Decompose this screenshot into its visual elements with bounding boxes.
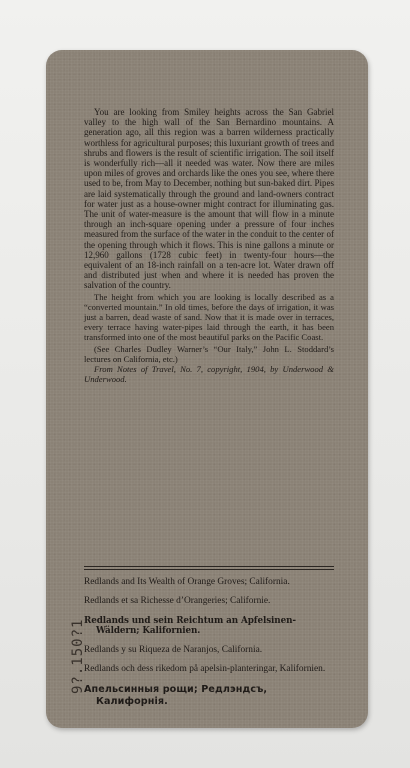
description-text xyxy=(84,107,334,385)
stereoview-card-back xyxy=(46,50,368,728)
description-paragraph: The height from which you are looking is locally described as a “converted mountain.” In old times, before the days of irrigation, it was just a barren, dead waste of sand. Now that it is made over in terraces, every terrace having water-pipes laid through the earth, it has been transformed into one of the most beautiful parks on the Pacific Coast. xyxy=(84,291,334,343)
divider-rule xyxy=(84,566,334,570)
caption-spanish: Redlands y su Riqueza de Naranjos, California. xyxy=(84,645,263,656)
description-paragraph: You are looking from Smiley heights across the San Gabriel valley to the high wall of the San Bernardino mountains. A generation ago, all this region was a barren wilderness practically worthless for agricultural purposes; this luxuriant growth of trees and shrubs and flowers is the result of scientific irrigation. The soil itself is wonderfully rich—all it needed was water. Now there are miles upon miles of groves and orchards like the ones you see, where there used to be, from May to December, nothing but sun-baked dirt. Pipes are laid systematically through the ground and land-owners contract for water just as a house-owner might contract for illuminating gas. The unit of water-measure is the amount that will flow in a minute through an inch-square opening under a pressure of four inches measured from the surface of the water in the conduit to the center of the opening through which it flows. This is nine gallons a minute or 12,960 gallons (1728 cubic feet) in twenty-four hours—the equivalent of an 18-inch rainfall on a ten-acre lot. Water drawn off and distributed just when and where it is needed has proven the salvation of the country. xyxy=(84,107,334,291)
caption-german: Redlands und sein Reichtum an Apfelsinen-Wäldern; Kalifornien. xyxy=(84,615,296,636)
caption-english: Redlands and Its Wealth of Orange Groves; California. xyxy=(84,577,290,587)
caption-french: Redlands et sa Richesse d’Orangeries; Californie. xyxy=(84,596,271,607)
handwritten-inventory-number: 9?.150?1 xyxy=(70,618,86,694)
multilingual-captions xyxy=(84,577,334,717)
caption-russian: Апельсинныя рощи; Редлэндсъ, Калифорнія. xyxy=(84,683,268,707)
caption-swedish: Redlands och dess rikedom på apelsin-planteringar, Kalifornien. xyxy=(84,664,326,675)
reference-note: (See Charles Dudley Warner’s “Our Italy,” John L. Stoddard’s lectures on California, etc.) xyxy=(84,344,334,365)
copyright-credit: From Notes of Travel, No. 7, copyright, 1904, by Underwood & Underwood. xyxy=(84,364,334,385)
